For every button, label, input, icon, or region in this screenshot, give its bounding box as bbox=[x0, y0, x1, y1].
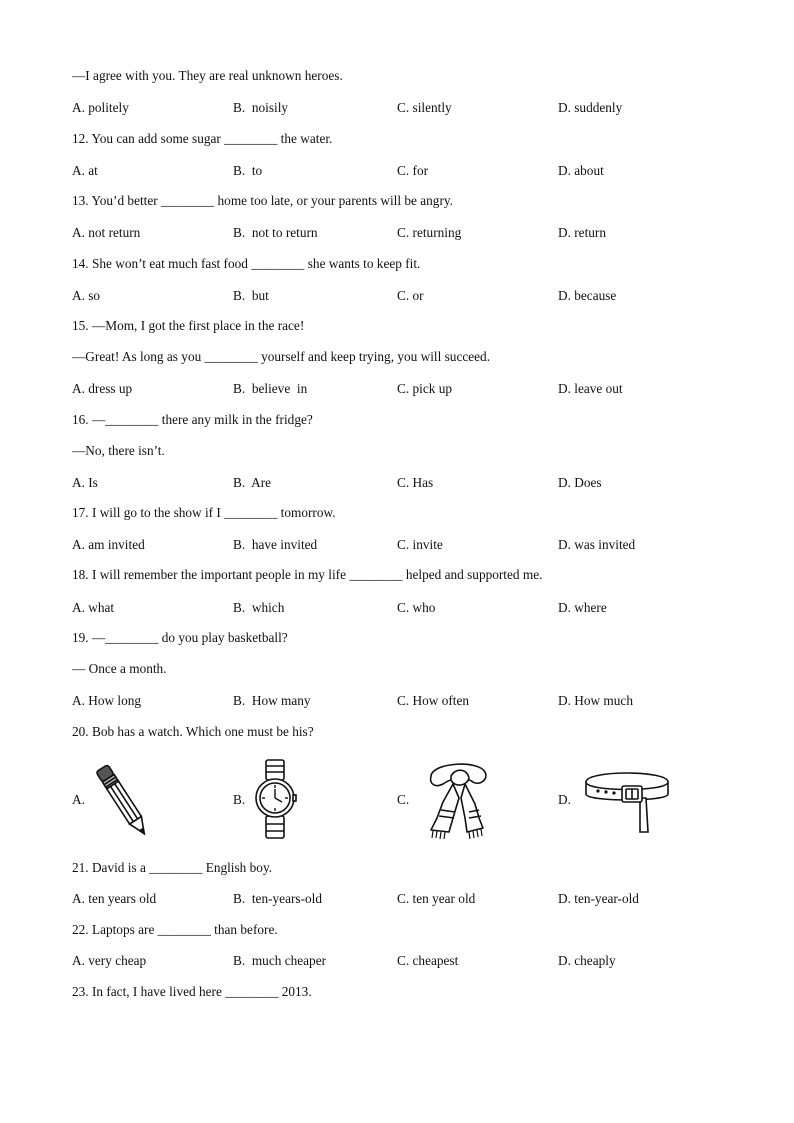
option-b: B. believe in bbox=[233, 381, 308, 396]
q15-options bbox=[72, 381, 722, 397]
belt-icon bbox=[582, 758, 672, 844]
option-d: D. where bbox=[558, 600, 607, 615]
option-b: B. have invited bbox=[233, 537, 318, 552]
option-c: C. ten year old bbox=[397, 891, 476, 906]
option-c: C. silently bbox=[397, 100, 452, 115]
option-a: A. what bbox=[72, 600, 115, 615]
option-c: C. for bbox=[397, 163, 429, 178]
option-b: B. noisily bbox=[233, 100, 289, 115]
q17-options bbox=[72, 537, 722, 553]
q16-answer-line: —No, there isn’t. bbox=[72, 443, 165, 458]
q21-options bbox=[72, 891, 722, 907]
q19-question: 19. —________ do you play basketball? bbox=[72, 630, 288, 645]
q13-options bbox=[72, 225, 722, 241]
option-b: B. not to return bbox=[233, 225, 318, 240]
q23-question: 23. In fact, I have lived here ________ 2013. bbox=[72, 984, 312, 999]
option-letter: D. bbox=[558, 792, 571, 807]
option-c: C. Has bbox=[397, 475, 434, 490]
option-c: C. returning bbox=[397, 225, 462, 240]
q11-answer-line: —I agree with you. They are real unknown heroes. bbox=[72, 68, 343, 83]
option-letter: A. bbox=[72, 792, 85, 807]
option-d: D. How much bbox=[558, 693, 633, 708]
option-a: A. politely bbox=[72, 100, 129, 115]
option-a: A. How long bbox=[72, 693, 142, 708]
option-c: C. pick up bbox=[397, 381, 453, 396]
option-a: A. at bbox=[72, 163, 98, 178]
option-a: A. so bbox=[72, 288, 101, 303]
q18-question: 18. I will remember the important people in my life ________ helped and supported me. bbox=[72, 567, 543, 582]
option-d: D. return bbox=[558, 225, 606, 240]
option-b: B. but bbox=[233, 288, 269, 303]
option-d: D. because bbox=[558, 288, 617, 303]
q11-options bbox=[72, 100, 722, 116]
option-letter: C. bbox=[397, 792, 410, 807]
q19-options bbox=[72, 693, 722, 709]
q13-question: 13. You’d better ________ home too late, or your parents will be angry. bbox=[72, 193, 453, 208]
option-letter: B. bbox=[233, 792, 246, 807]
pencil-icon bbox=[90, 758, 156, 844]
scarf-icon bbox=[421, 758, 497, 844]
option-c: C. or bbox=[397, 288, 424, 303]
option-a: A. dress up bbox=[72, 381, 133, 396]
q21-question: 21. David is a ________ English boy. bbox=[72, 860, 273, 875]
q16-question: 16. —________ there any milk in the fridge? bbox=[72, 412, 313, 427]
q12-options bbox=[72, 163, 722, 179]
option-d: D. Does bbox=[558, 475, 602, 490]
option-d: D. leave out bbox=[558, 381, 623, 396]
q16-options bbox=[72, 475, 722, 491]
option-b: B. which bbox=[233, 600, 285, 615]
option-b: B. ten-years-old bbox=[233, 891, 322, 906]
option-c: C. How often bbox=[397, 693, 470, 708]
q15-answer-line: —Great! As long as you ________ yourself and keep trying, you will succeed. bbox=[72, 349, 491, 364]
q17-question: 17. I will go to the show if I ________ tomorrow. bbox=[72, 505, 336, 520]
option-d: D. cheaply bbox=[558, 953, 616, 968]
q14-options bbox=[72, 288, 722, 304]
q18-options bbox=[72, 600, 722, 616]
option-c: C. who bbox=[397, 600, 436, 615]
option-b: B. Are bbox=[233, 475, 272, 490]
q22-question: 22. Laptops are ________ than before. bbox=[72, 922, 278, 937]
q22-options bbox=[72, 953, 722, 969]
q20-question: 20. Bob has a watch. Which one must be his? bbox=[72, 724, 314, 739]
watch-icon bbox=[253, 758, 297, 844]
option-b: B. How many bbox=[233, 693, 311, 708]
q19-answer-line: — Once a month. bbox=[72, 661, 167, 676]
option-a: A. am invited bbox=[72, 537, 145, 552]
option-c: C. invite bbox=[397, 537, 443, 552]
option-b: B. much cheaper bbox=[233, 953, 327, 968]
option-a: A. ten years old bbox=[72, 891, 157, 906]
option-d: D. suddenly bbox=[558, 100, 623, 115]
q12-question: 12. You can add some sugar ________ the water. bbox=[72, 131, 333, 146]
option-d: D. ten-year-old bbox=[558, 891, 639, 906]
option-d: D. about bbox=[558, 163, 604, 178]
q14-question: 14. She won’t eat much fast food ________ she wants to keep fit. bbox=[72, 256, 421, 271]
q20-picture-options bbox=[72, 758, 722, 844]
q15-question: 15. —Mom, I got the first place in the race! bbox=[72, 318, 305, 333]
option-a: A. Is bbox=[72, 475, 98, 490]
option-b: B. to bbox=[233, 163, 263, 178]
option-a: A. very cheap bbox=[72, 953, 147, 968]
option-a: A. not return bbox=[72, 225, 141, 240]
option-d: D. was invited bbox=[558, 537, 636, 552]
option-c: C. cheapest bbox=[397, 953, 459, 968]
